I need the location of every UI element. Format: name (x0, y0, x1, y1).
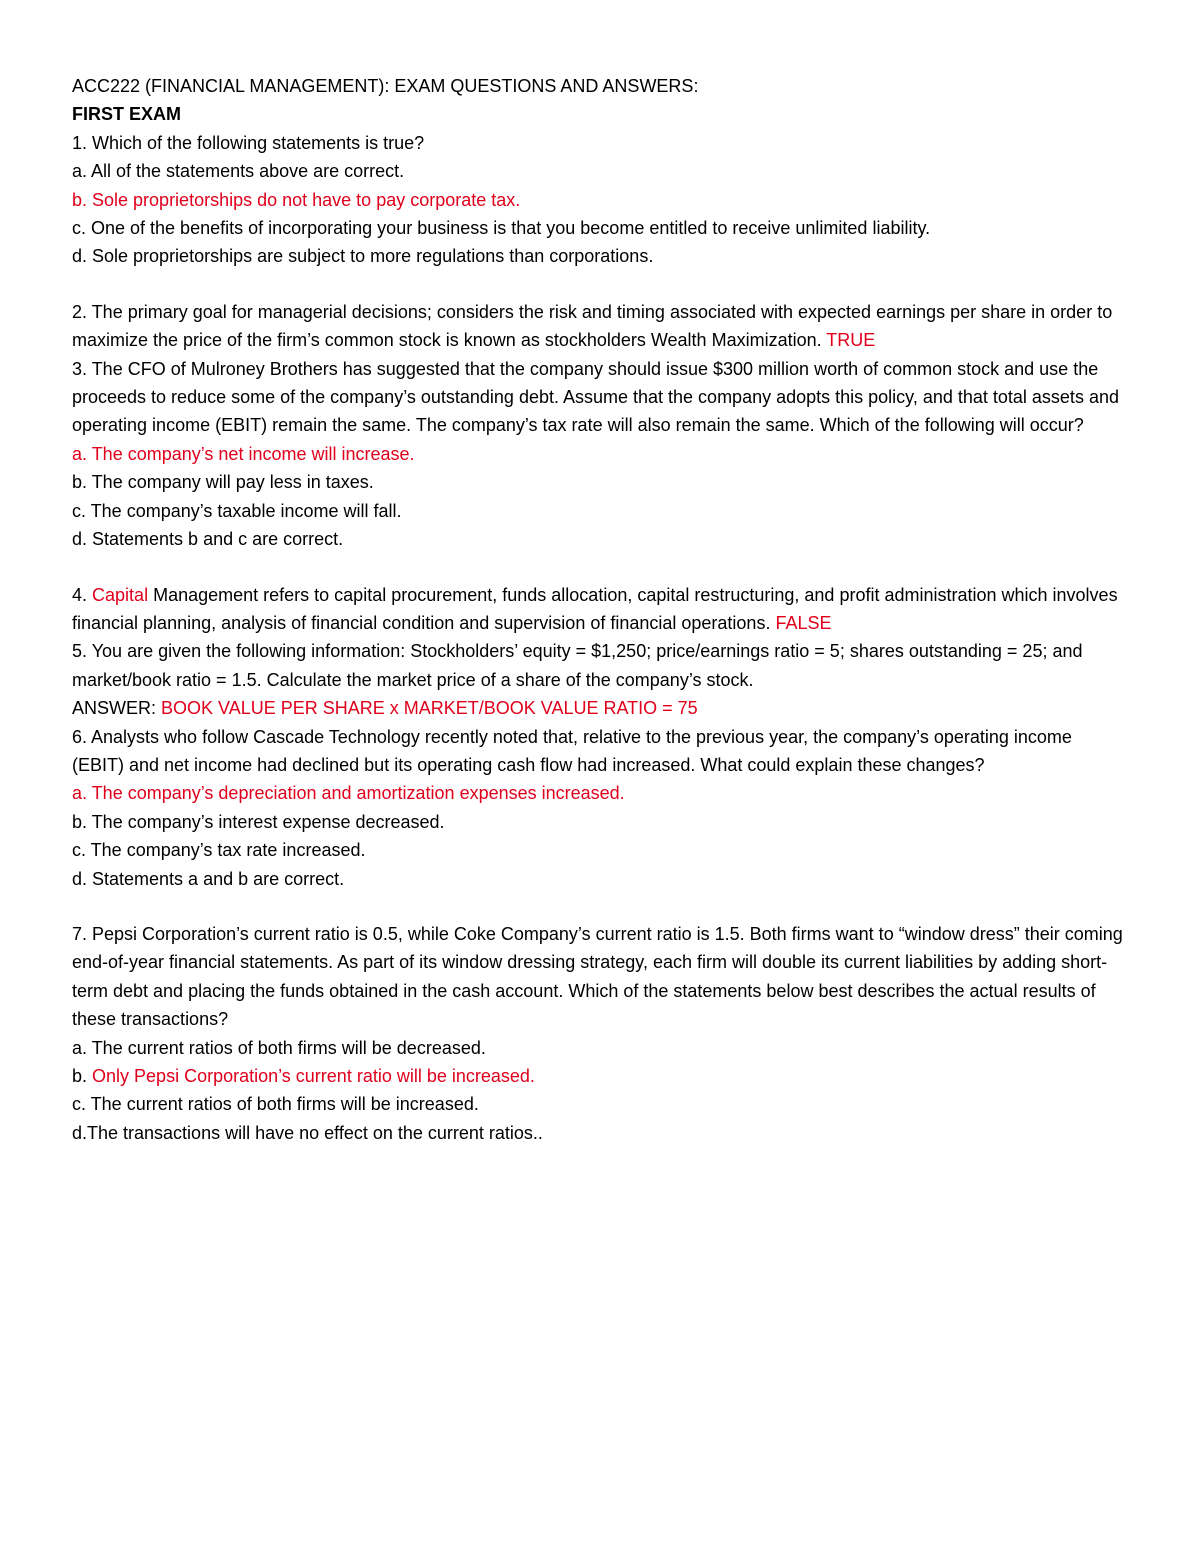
question-7-option-c: c. The current ratios of both firms will be increased. (72, 1094, 479, 1115)
question-3-option-a-correct: a. The company’s net income will increase. (72, 443, 415, 464)
document-title: ACC222 (FINANCIAL MANAGEMENT): EXAM QUESTIONS AND ANSWERS: (72, 76, 699, 96)
question-3-option-c: c. The company’s taxable income will fall. (72, 500, 402, 521)
question-4-answer: FALSE (775, 612, 832, 633)
question-6-option-b: b. The company’s interest expense decreased. (72, 811, 445, 832)
question-3 (72, 355, 1128, 554)
question-2-text: 2. The primary goal for managerial decisions; considers the risk and timing associated with expected earnings per share in order to maximize the price of the firm’s common stock is known as stockholders Wealth Maximization. (72, 301, 1113, 351)
question-4 (72, 581, 1128, 638)
question-7-options (72, 1034, 1128, 1148)
question-1 (72, 129, 1128, 271)
question-7-text: 7. Pepsi Corporation’s current ratio is 0.5, while Coke Company’s current ratio is 1.5. Both firms want to “window dress” their coming end-of-year financial statements. As part of its window dressing strategy, each firm will double its current liabilities by adding short-term debt and placing the funds obtained in the cash account. Which of the statements below best describes the actual results of these transactions? (72, 923, 1123, 1030)
question-4-number: 4. (72, 584, 88, 605)
question-7-option-b-correct: Only Pepsi Corporation’s current ratio will be increased. (92, 1066, 535, 1086)
question-4-highlight: Capital (92, 584, 149, 605)
question-7-option-a: a. The current ratios of both firms will be decreased. (72, 1037, 486, 1058)
question-3-option-d: d. Statements b and c are correct. (72, 529, 344, 550)
question-6-option-d: d. Statements a and b are correct. (72, 868, 345, 889)
question-6 (72, 723, 1128, 893)
question-4-text: Management refers to capital procurement, funds allocation, capital restructuring, and profit administration which involves financial planning, analysis of financial condition and supervision of financial operations. (72, 584, 1118, 633)
question-2-answer: TRUE (826, 330, 876, 351)
question-6-option-c: c. The company’s tax rate increased. (72, 840, 366, 861)
question-7 (72, 920, 1128, 1147)
question-7-option-d: d.The transactions will have no effect on the current ratios.. (72, 1122, 543, 1143)
question-5-text: 5. You are given the following information: Stockholders’ equity = $1,250; price/earnings ratio = 5; shares outstanding = 25; and market/book ratio = 1.5. Calculate the market price of a share of the company’s stock. (72, 641, 1083, 690)
question-6-text: 6. Analysts who follow Cascade Technology recently noted that, relative to the previous year, the company’s operating income (EBIT) and net income had declined but its operating cash flow had increased. What could explain these changes? (72, 726, 1072, 775)
question-3-text: 3. The CFO of Mulroney Brothers has suggested that the company should issue $300 million worth of common stock and use the proceeds to reduce some of the company’s outstanding debt. Assume that the company adopts this policy, and that total assets and operating income (EBIT) remain the same. The company’s tax rate will also remain the same. Which of the following will occur? (72, 358, 1119, 436)
question-2 (72, 298, 1128, 355)
question-7-option-b (72, 1062, 1128, 1090)
question-7-option-b-prefix: b. (72, 1066, 88, 1086)
question-1-text: 1. Which of the following statements is true? (72, 132, 425, 153)
question-6-options (72, 779, 1128, 893)
question-6-option-a-correct: a. The company’s depreciation and amortization expenses increased. (72, 783, 625, 804)
question-1-option-a: a. All of the statements above are correct. (72, 161, 405, 182)
question-5-answer: BOOK VALUE PER SHARE x MARKET/BOOK VALUE RATIO = 75 (161, 698, 698, 719)
question-5-answer-line (72, 694, 1128, 722)
question-1-option-b-correct: b. Sole proprietorships do not have to pay corporate tax. (72, 189, 521, 210)
question-5-answer-label: ANSWER: (72, 698, 157, 719)
question-1-option-c: c. One of the benefits of incorporating your business is that you become entitled to receive unlimited liability. (72, 218, 931, 239)
question-3-option-b: b. The company will pay less in taxes. (72, 472, 374, 493)
exam-heading: FIRST EXAM (72, 104, 182, 125)
question-3-options (72, 440, 1128, 554)
question-1-option-d: d. Sole proprietorships are subject to more regulations than corporations. (72, 246, 654, 267)
question-1-options (72, 157, 1128, 271)
